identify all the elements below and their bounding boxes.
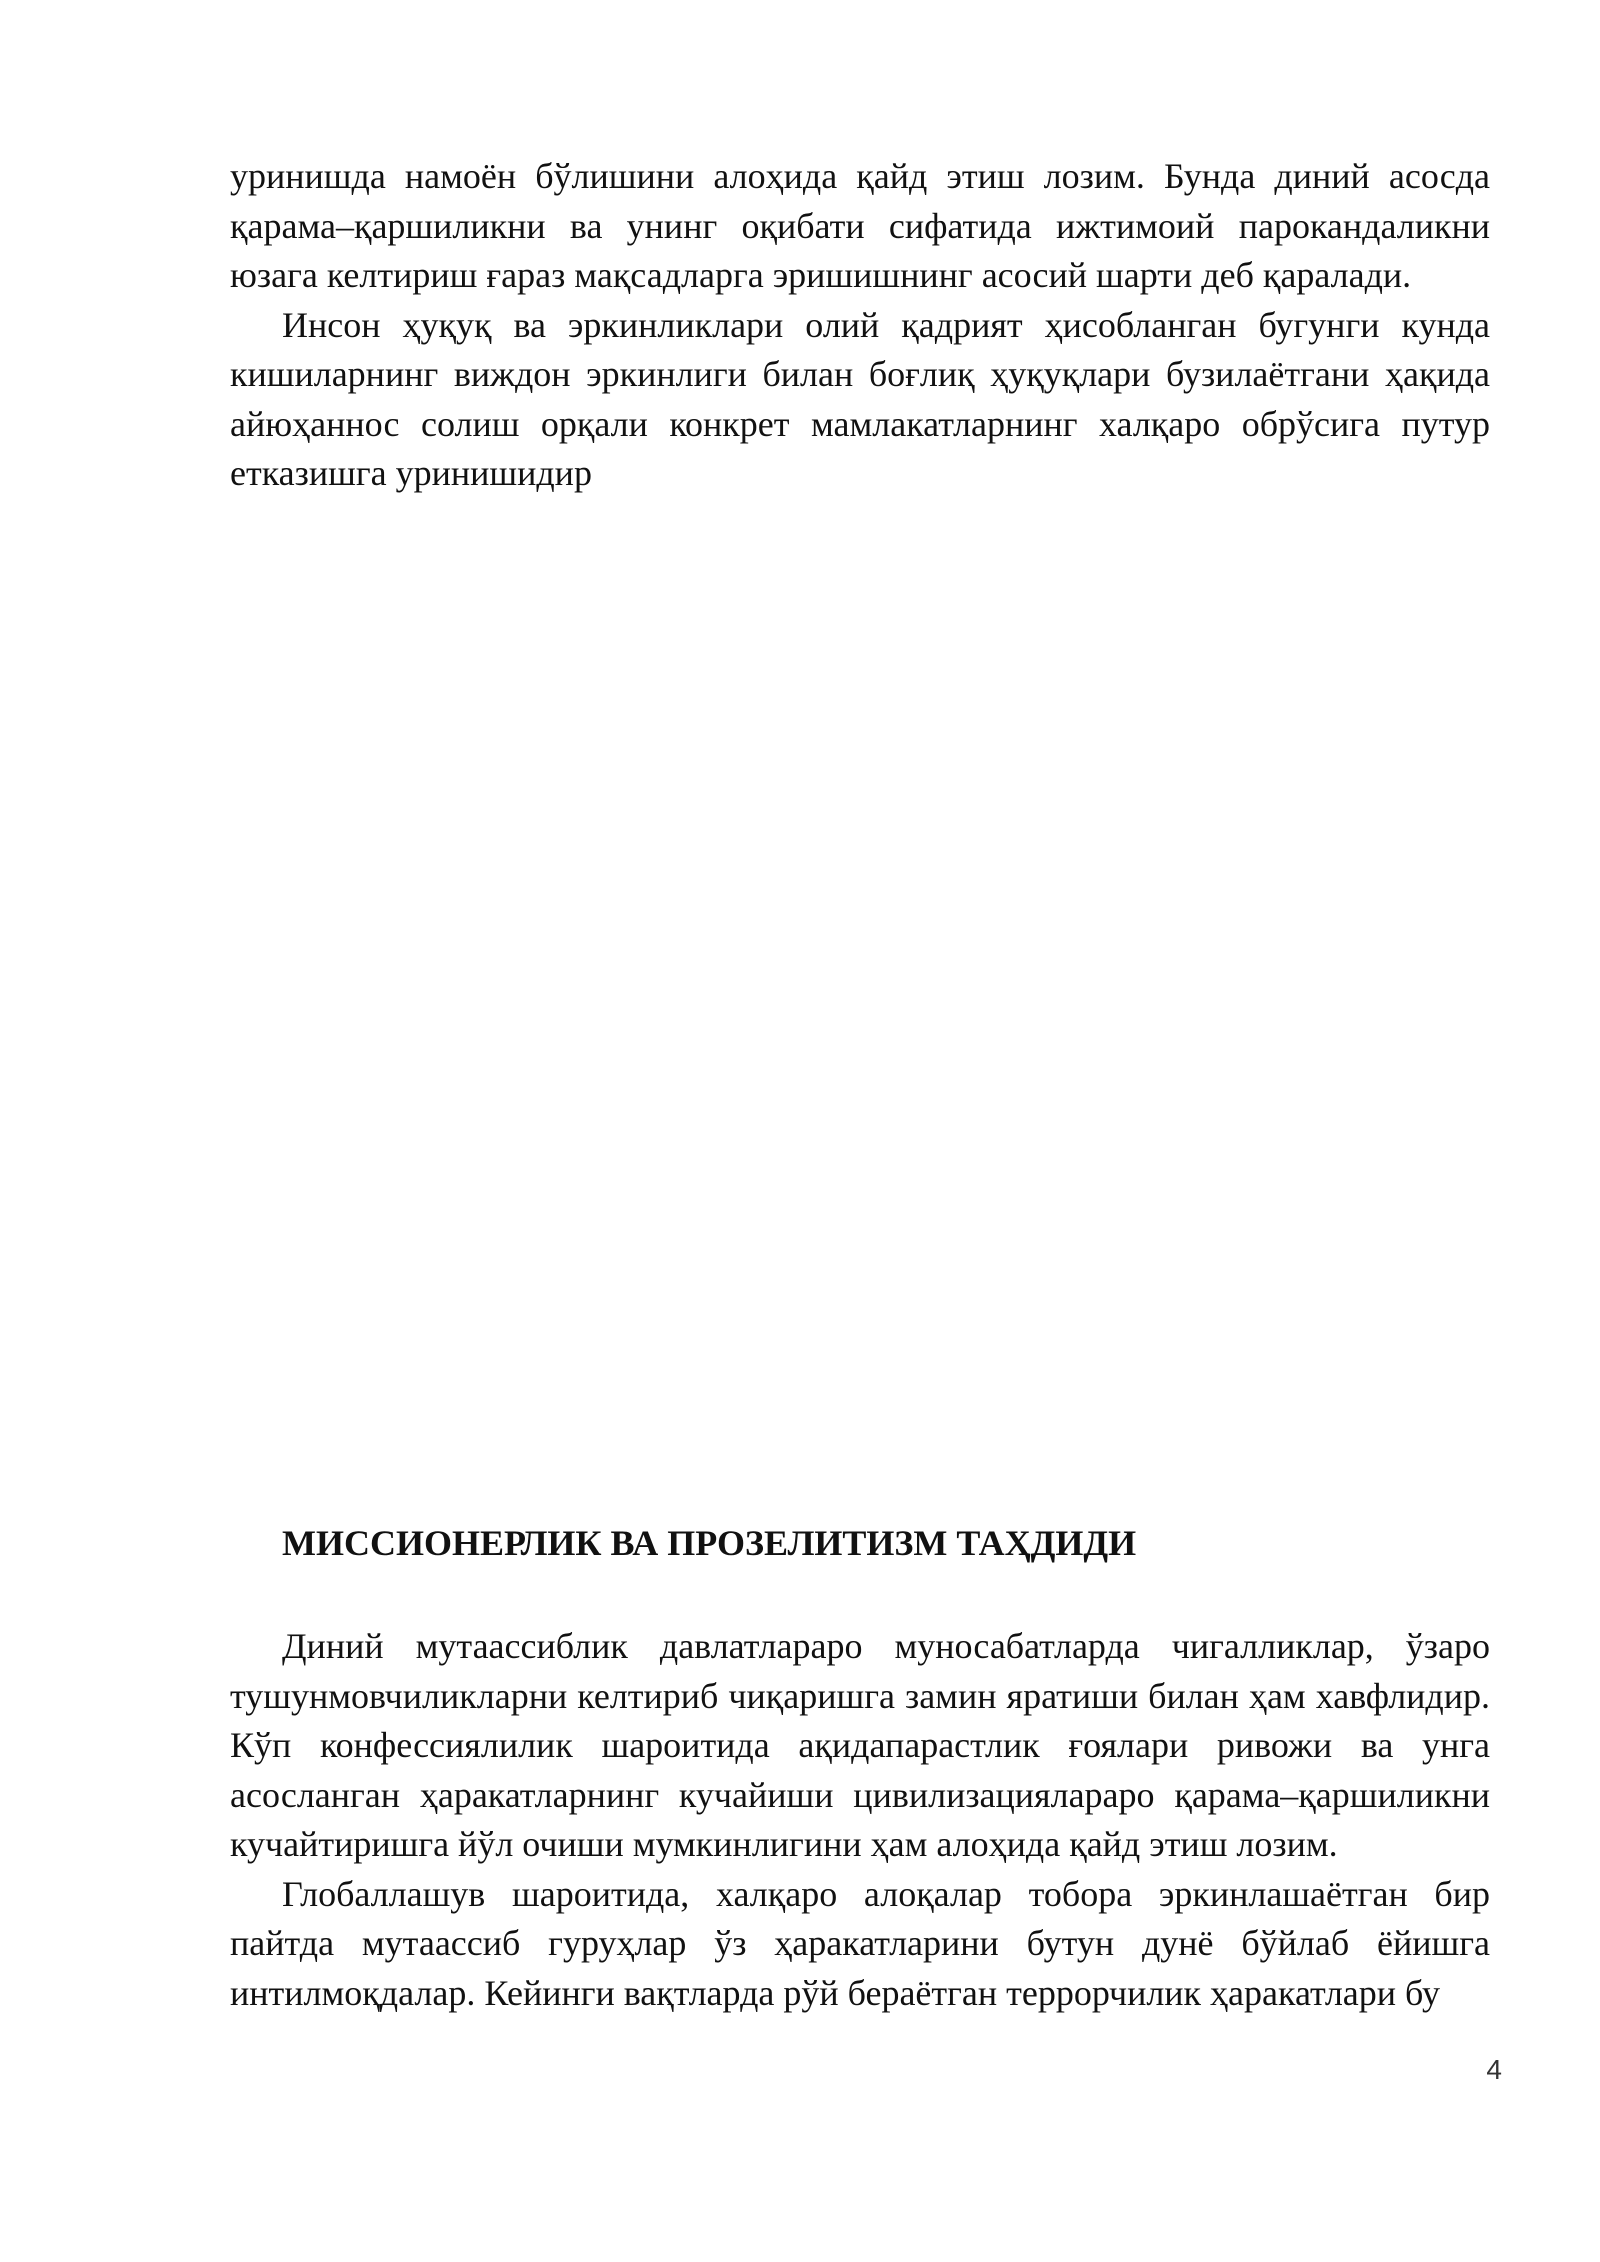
paragraph-continued: уринишда намоён бўлишини алоҳида қайд этиш лозим. Бунда диний асосда қарама–қаршиликни ва унинг оқибати сифатида ижтимоий парокандаликни юзага келтириш ғараз мақсадларга эришишнинг асосий шарти деб қаралади. <box>230 156 1490 295</box>
paragraph-human-rights: Инсон ҳуқуқ ва эркинликлари олий қадрият ҳисобланган бугунги кунда кишиларнинг виждон эркинлиги билан боғлиқ ҳуқуқлари бузилаётгани ҳақида айюҳаннос солиш орқали конкрет мамлакатларнинг халқаро обрўсига путур етказишга уринишидир <box>230 304 1490 493</box>
bottom-text-block <box>230 1622 1490 2018</box>
paragraph-globalization: Глобаллашув шароитида, халқаро алоқалар тобора эркинлашаётган бир пайтда мутаассиб гуруҳлар ўз ҳаракатларини бутун дунё бўйлаб ёйишга интилмоқдалар. Кейинги вақтларда рўй бераётган террорчилик ҳаракатлари бу <box>230 1873 1490 2013</box>
section-heading: МИССИОНЕРЛИК ВА ПРОЗЕЛИТИЗМ ТАҲДИДИ <box>282 1523 1137 1563</box>
page-number: 4 <box>1486 2054 1502 2085</box>
paragraph-religious-fanaticism: Диний мутаассиблик давлатлараро муносабатларда чигалликлар, ўзаро тушунмовчиликларни келтириб чиқаришга замин яратиши билан ҳам хавфлидир. Кўп конфессиялилик шароитида ақидапарастлик ғоялари ривожи ва унга асосланган ҳаракатларнинг кучайиши цивилизациялараро қарама–қаршиликни кучайтиришга йўл очиши мумкинлигини ҳам алоҳида қайд этиш лозим. <box>230 1626 1490 1864</box>
top-text-block <box>230 152 1490 499</box>
